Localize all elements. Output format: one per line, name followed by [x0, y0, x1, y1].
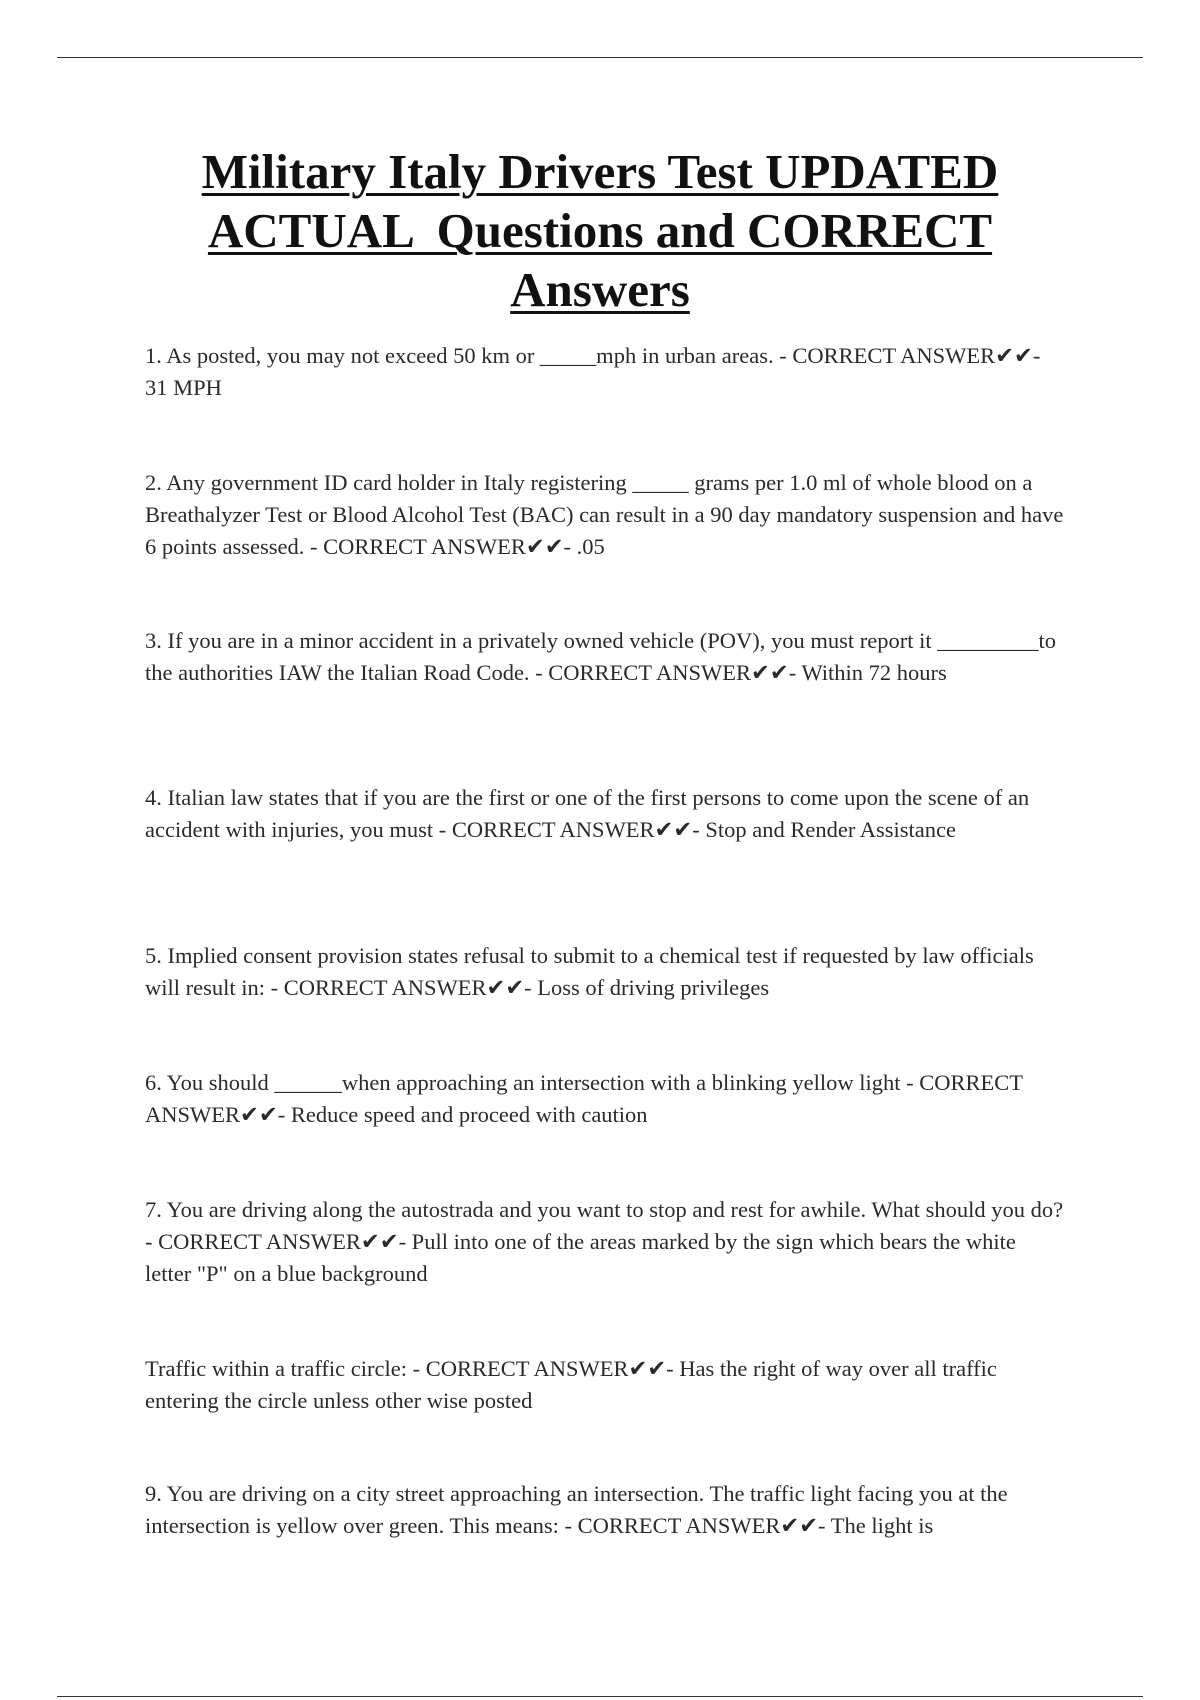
title-line-2: ACTUAL Questions and CORRECT	[207, 203, 993, 258]
question-7: 7. You are driving along the autostrada and you want to stop and rest for awhile. What should you do? - CORRECT ANSWER✔✔- Pull into one of the areas marked by the sign which bears the white letter "P" on a blue background	[145, 1197, 1064, 1286]
top-rule	[57, 57, 1143, 58]
question-5: 5. Implied consent provision states refusal to submit to a chemical test if requested by law officials will result in: - CORRECT ANSWER✔✔- Loss of driving privileges	[145, 943, 1034, 1000]
title-line-3: Answers	[510, 262, 690, 317]
title-line-1: Military Italy Drivers Test UPDATED	[201, 144, 999, 199]
question-3: 3. If you are in a minor accident in a privately owned vehicle (POV), you must report it _________to the authorities IAW the Italian Road Code. - CORRECT ANSWER✔✔- Within 72 hours	[145, 628, 1057, 685]
bottom-rule	[57, 1696, 1143, 1697]
question-9: 9. You are driving on a city street approaching an intersection. The traffic light facing you at the intersection is yellow over green. This means: - CORRECT ANSWER✔✔- The light is	[145, 1481, 1008, 1538]
question-8: Traffic within a traffic circle: - CORRECT ANSWER✔✔- Has the right of way over all traffic entering the circle unless other wise posted	[145, 1356, 997, 1413]
question-6: 6. You should ______when approaching an intersection with a blinking yellow light - CORRECT ANSWER✔✔- Reduce speed and proceed with caution	[145, 1070, 1023, 1127]
question-2: 2. Any government ID card holder in Italy registering _____ grams per 1.0 ml of whole blood on a Breathalyzer Test or Blood Alcohol Test (BAC) can result in a 90 day mandatory suspension and have 6 points assessed. - CORRECT ANSWER✔✔- .05	[145, 470, 1064, 559]
question-4: 4. Italian law states that if you are the first or one of the first persons to come upon the scene of an accident with injuries, you must - CORRECT ANSWER✔✔- Stop and Render Assistance	[145, 785, 1030, 842]
question-1: 1. As posted, you may not exceed 50 km or _____mph in urban areas. - CORRECT ANSWER✔✔- 31 MPH	[145, 343, 1041, 400]
document-title	[150, 142, 1050, 319]
